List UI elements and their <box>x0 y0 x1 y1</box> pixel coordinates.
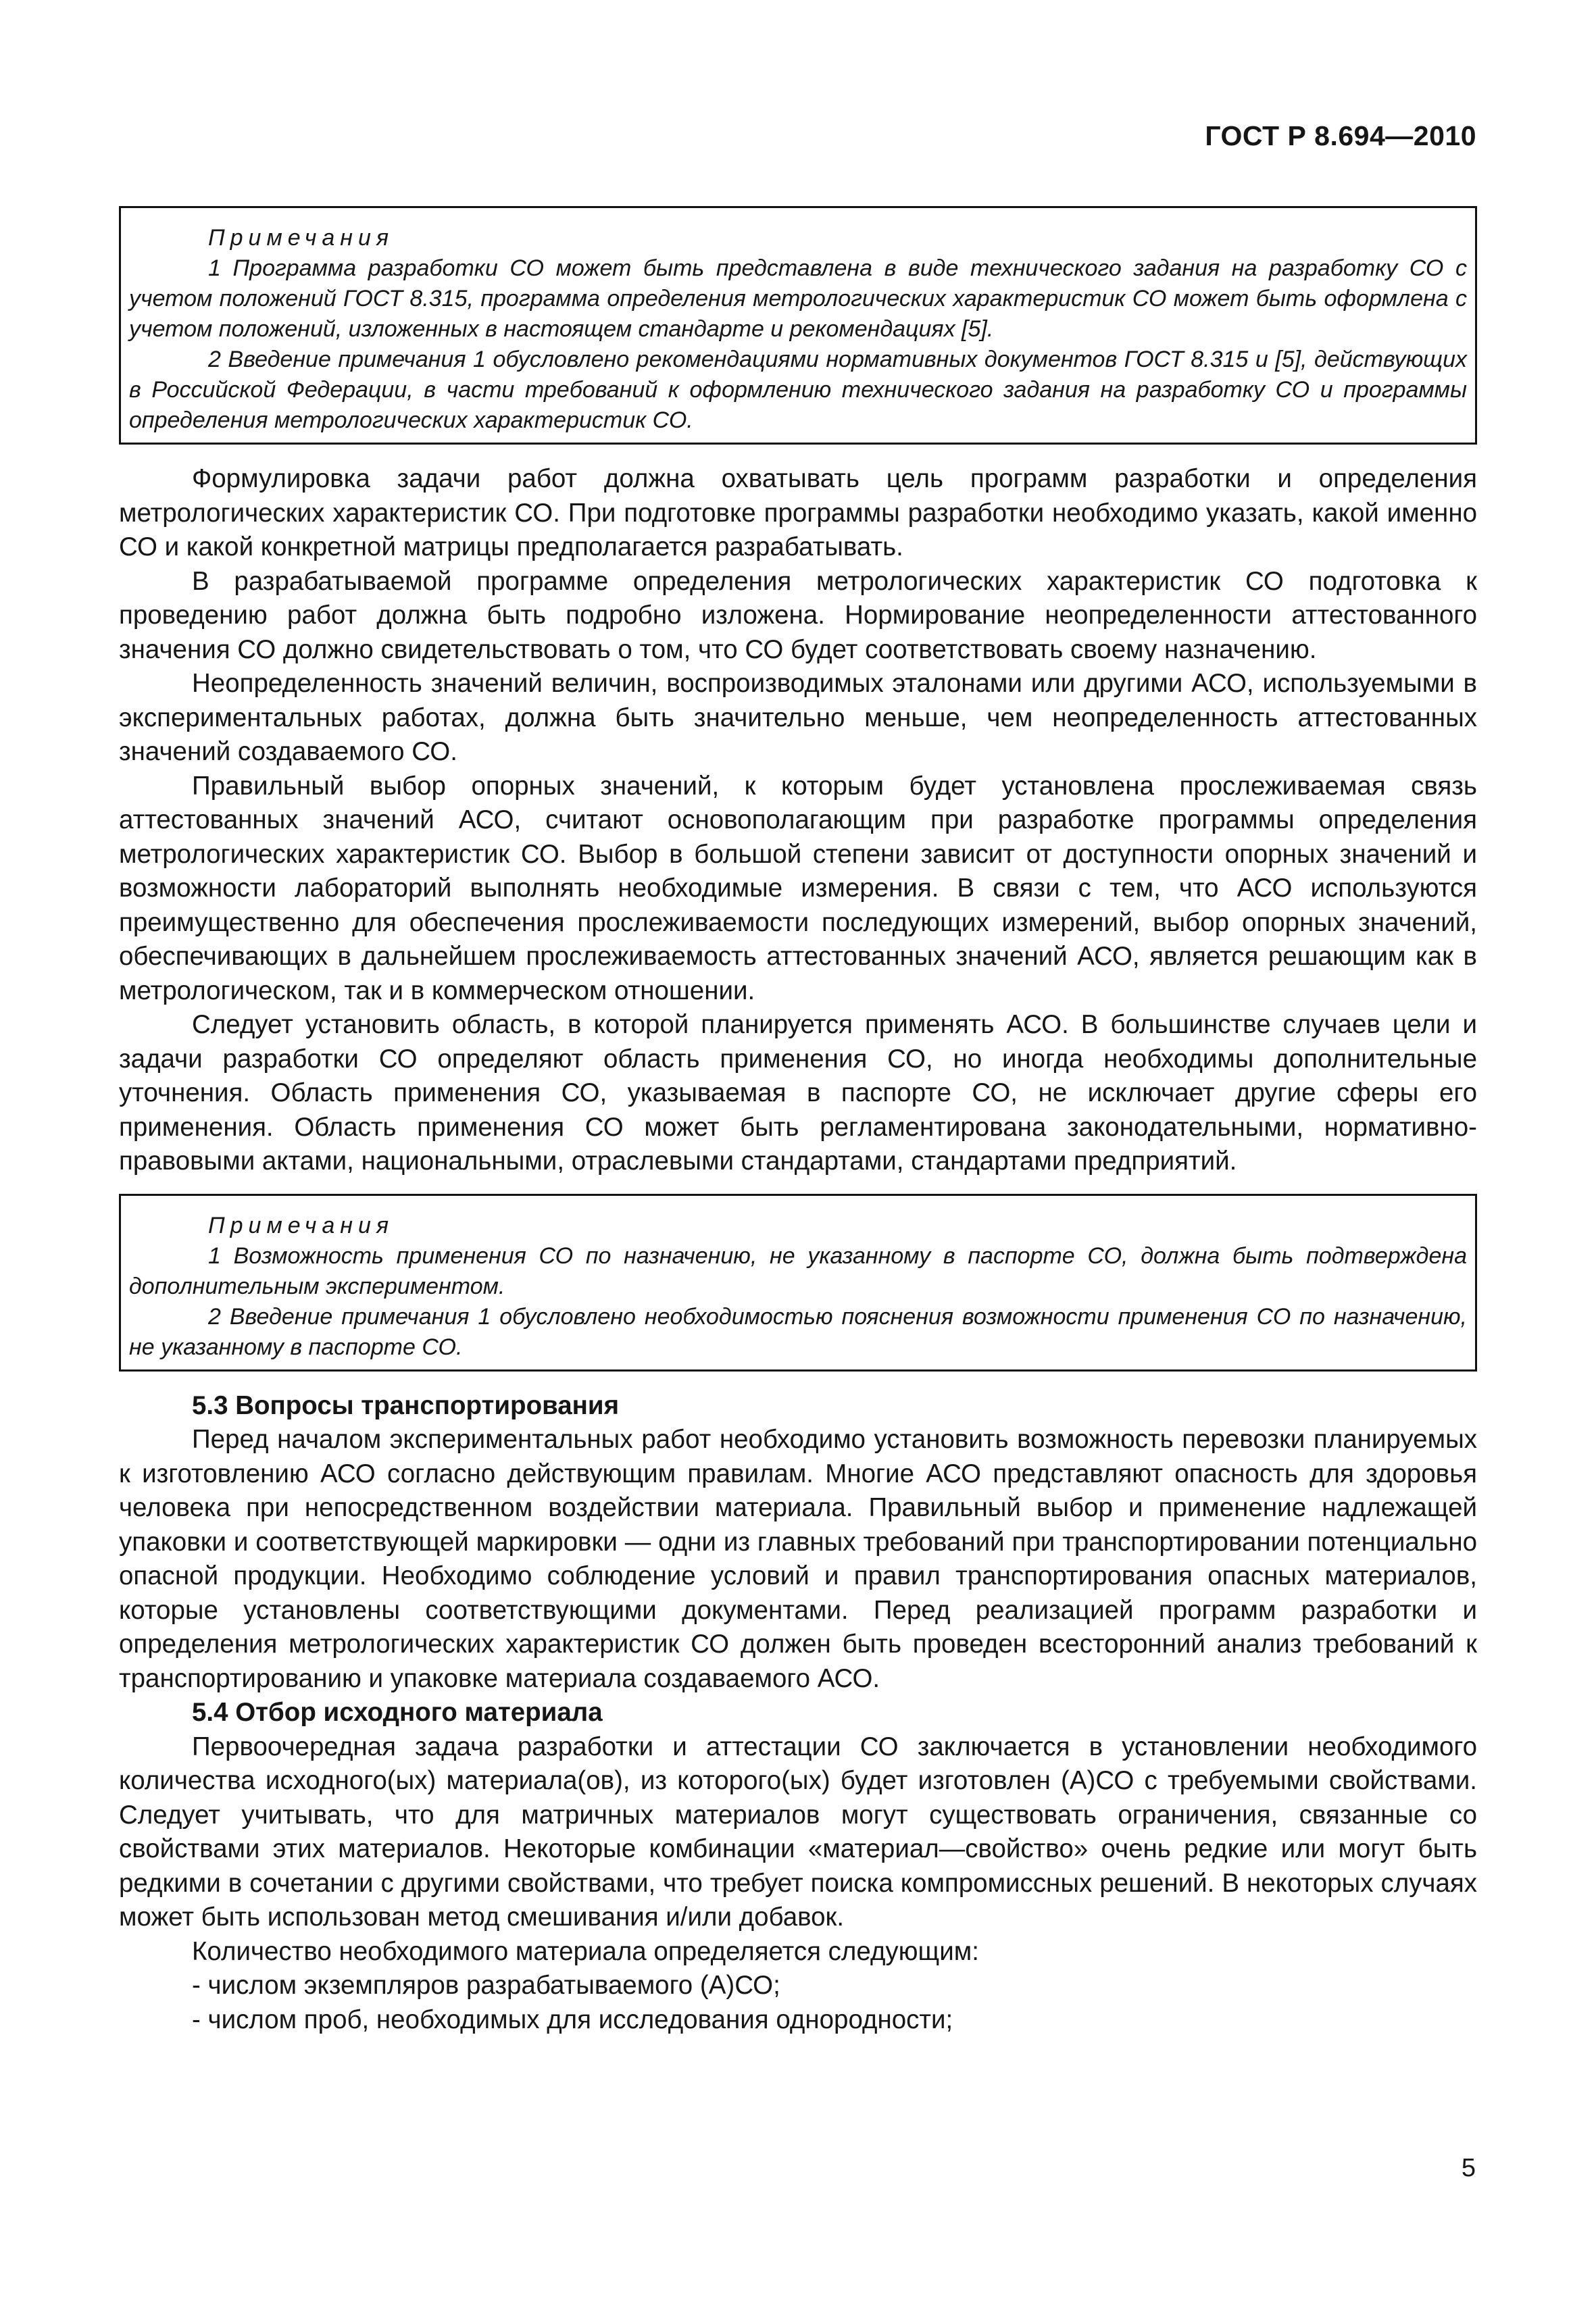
note-item: 1 Возможность применения СО по назначению, не указанному в паспорте СО, должна быть подтверждена дополнительным экспериментом. <box>129 1242 1467 1299</box>
body-text-part1 <box>119 462 1477 1179</box>
note-item: 2 Введение примечания 1 обусловлено необходимостью пояснения возможности применения СО по назначению, не указанному в паспорте СО. <box>129 1303 1467 1360</box>
list-item: - числом экземпляров разрабатываемого (А)СО; <box>192 1971 780 2000</box>
note-item: 2 Введение примечания 1 обусловлено рекомендациями нормативных документов ГОСТ 8.315 и [5], действующих в Российской Федерации, в части требований к оформлению технического задания на разработку СО и программы определения метрологических характеристик СО. <box>129 347 1467 433</box>
paragraph: Следует установить область, в которой планируется применять АСО. В большинстве случаев цели и задачи разработки СО определяют область применения СО, но иногда необходимы дополнительные уточнения. Область применения СО, указываемая в паспорте СО, не исключает другие сферы его применения. Область применения СО может быть регламентирована законодательными, нормативно-правовыми актами, национальными, отраслевыми стандартами, стандартами предприятий. <box>119 1010 1477 1176</box>
section-heading-5-3: 5.3 Вопросы транспортирования <box>192 1390 620 1420</box>
notes-title: Примечания <box>208 1212 395 1238</box>
paragraph: Перед началом экспериментальных работ необходимо установить возможность перевозки планируемых к изготовлению АСО согласно действующим правилам. Многие АСО представляют опасность для здоровья человека при непосредственном воздействии материала. Правильный выбор и применение надлежащей упаковки и соответствующей маркировки — одни из главных требований при транспортировании потенциально опасной продукции. Необходимо соблюдение условий и правил транспортирования опасных материалов, которые установлены соответствующими документами. Перед реализацией программ разработки и определения метрологических характеристик СО должен быть проведен всесторонний анализ требований к транспортированию и упаковке материала создаваемого АСО. <box>119 1425 1477 1693</box>
page-content <box>119 206 1477 2037</box>
notes-box-1 <box>119 206 1477 445</box>
page-number: 5 <box>1461 2154 1476 2182</box>
list-intro: Количество необходимого материала определяется следующим: <box>192 1936 979 1966</box>
paragraph: Первоочередная задача разработки и аттестации СО заключается в установлении необходимого количества исходного(ых) материала(ов), из которого(ых) будет изготовлен (А)СО с требуемыми свойствами. Следует учитывать, что для матричных материалов могут существовать ограничения, связанные со свойствами этих материалов. Некоторые комбинации «материал—свойство» очень редкие или могут быть редкими в сочетании с другими свойствами, что требует поиска компромиссных решений. В некоторых случаях может быть использован метод смешивания и/или добавок. <box>119 1732 1477 1932</box>
note-item: 1 Программа разработки СО может быть представлена в виде технического задания на разработку СО с учетом положений ГОСТ 8.315, программа определения метрологических характеристик СО может быть оформлена с учетом положений, изложенных в настоящем стандарте и рекомендациях [5]. <box>129 255 1467 342</box>
notes-title: Примечания <box>208 225 395 251</box>
paragraph: Неопределенность значений величин, воспроизводимых эталонами или другими АСО, используемыми в экспериментальных работах, должна быть значительно меньше, чем неопределенность аттестованных значений создаваемого СО. <box>119 669 1477 766</box>
standard-header: ГОСТ Р 8.694—2010 <box>1205 120 1476 151</box>
paragraph: Правильный выбор опорных значений, к которым будет установлена прослеживаемая связь аттестованных значений АСО, считают основополагающим при разработке программы определения метрологических характеристик СО. Выбор в большой степени зависит от доступности опорных значений и возможности лабораторий выполнять необходимые измерения. В связи с тем, что АСО используются преимущественно для обеспечения прослеживаемости последующих измерений, выбор опорных значений, обеспечивающих в дальнейшем прослеживаемость аттестованных значений АСО, является решающим как в метрологическом, так и в коммерческом отношении. <box>119 771 1477 1005</box>
body-text-part2 <box>119 1389 1477 2038</box>
list-item: - числом проб, необходимых для исследования однородности; <box>192 2005 953 2034</box>
section-heading-5-4: 5.4 Отбор исходного материала <box>192 1698 603 1727</box>
notes-box-2 <box>119 1194 1477 1372</box>
paragraph: В разрабатываемой программе определения метрологических характеристик СО подготовка к проведению работ должна быть подробно изложена. Нормирование неопределенности аттестованного значения СО должно свидетельствовать о том, что СО будет соответствовать своему назначению. <box>119 566 1477 664</box>
paragraph: Формулировка задачи работ должна охватывать цель программ разработки и определения метрологических характеристик СО. При подготовке программы разработки необходимо указать, какой именно СО и какой конкретной матрицы предполагается разрабатывать. <box>119 464 1477 561</box>
